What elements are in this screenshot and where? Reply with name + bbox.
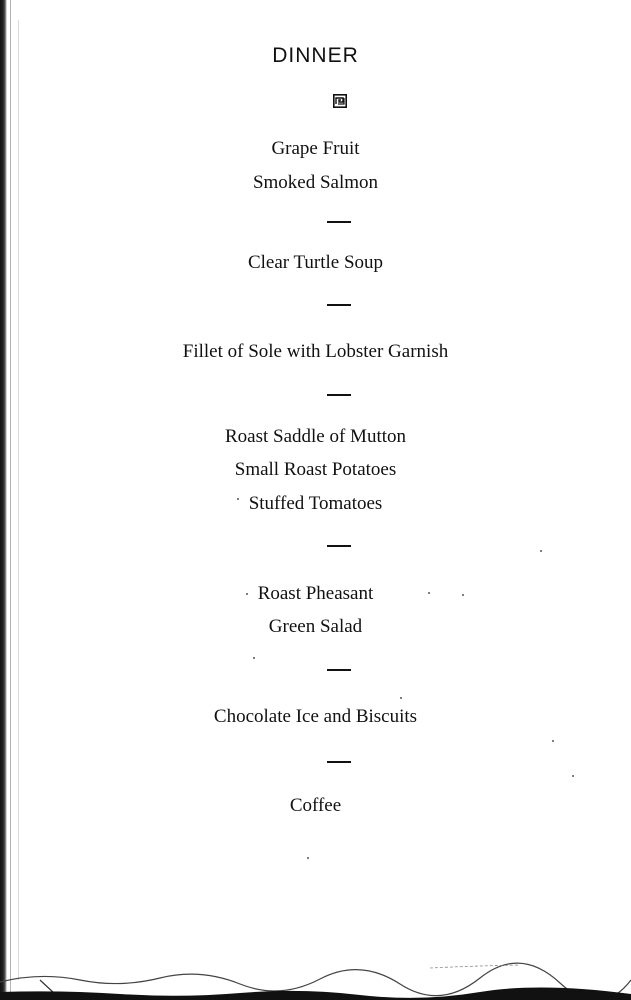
course-divider xyxy=(327,761,351,763)
course-divider xyxy=(327,669,351,671)
course-divider xyxy=(327,394,351,396)
menu-item: Coffee xyxy=(289,795,342,816)
torn-bottom-edge xyxy=(0,960,631,1000)
print-speck xyxy=(462,594,464,596)
menu-item: Chocolate Ice and Biscuits xyxy=(213,706,418,727)
course-divider xyxy=(327,304,351,306)
print-speck xyxy=(428,592,430,594)
print-speck xyxy=(253,657,255,659)
print-speck xyxy=(307,857,309,859)
menu-item: Roast Saddle of Mutton xyxy=(224,426,407,447)
menu-item: Green Salad xyxy=(268,616,363,637)
print-speck xyxy=(237,498,239,500)
print-speck xyxy=(400,697,402,699)
menu-item: Smoked Salmon xyxy=(252,172,379,193)
print-speck xyxy=(572,775,574,777)
course-divider xyxy=(327,545,351,547)
menu-item: Clear Turtle Soup xyxy=(247,252,384,273)
menu-title: DINNER xyxy=(272,44,359,67)
course-divider xyxy=(327,221,351,223)
print-speck xyxy=(552,740,554,742)
square-scroll-ornament-icon xyxy=(333,94,347,108)
print-speck xyxy=(540,550,542,552)
print-speck xyxy=(246,593,248,595)
menu-item: Stuffed Tomatoes xyxy=(248,493,383,514)
menu-item: Roast Pheasant xyxy=(257,583,374,604)
menu-item: Grape Fruit xyxy=(271,138,360,159)
menu-item: Small Roast Potatoes xyxy=(234,459,397,480)
menu-item: Fillet of Sole with Lobster Garnish xyxy=(182,341,449,362)
